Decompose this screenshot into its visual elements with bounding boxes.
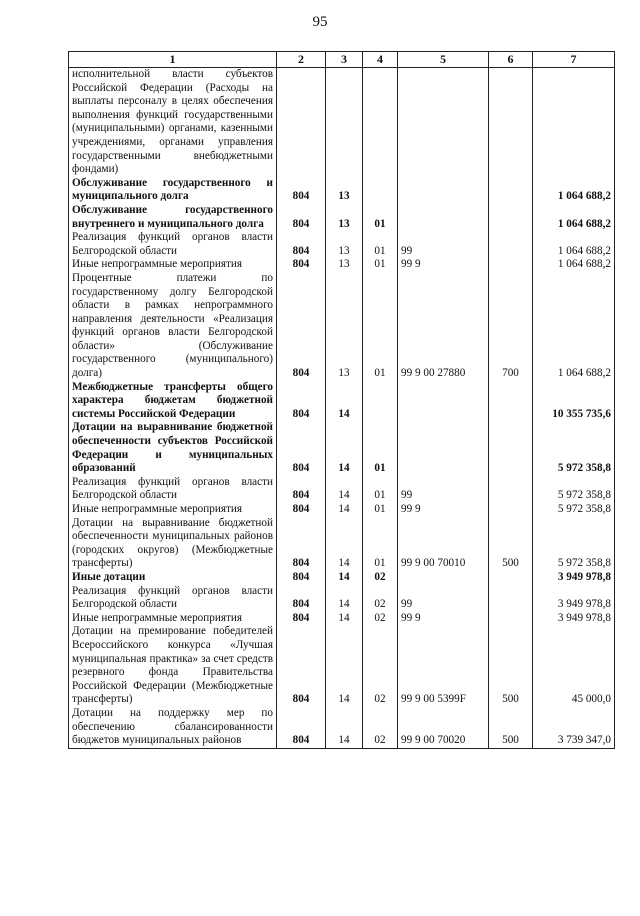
table-row bbox=[69, 503, 615, 517]
row-code-3: 14 bbox=[326, 517, 363, 571]
table-row bbox=[69, 421, 615, 475]
row-code-2: 804 bbox=[277, 585, 326, 612]
table-row bbox=[69, 177, 615, 204]
row-name: Иные непрограммные мероприятия bbox=[69, 503, 277, 517]
row-name: Межбюджетные трансферты общего характера бюджетам бюджетной системы Российской Федерации bbox=[69, 381, 277, 422]
row-code-3: 14 bbox=[326, 612, 363, 626]
row-code-6 bbox=[489, 585, 533, 612]
row-name: Дотации на премирование победителей Всероссийского конкурса «Лучшая муниципальная практика» за счет средств резервного фонда Правительства Российской Федерации (Межбюджетные трансферты) bbox=[69, 625, 277, 707]
row-name: Иные непрограммные мероприятия bbox=[69, 612, 277, 626]
header-col-7: 7 bbox=[533, 52, 615, 68]
row-amount: 10 355 735,6 bbox=[533, 381, 615, 422]
row-code-5 bbox=[398, 177, 489, 204]
row-code-2: 804 bbox=[277, 272, 326, 381]
header-col-3: 3 bbox=[326, 52, 363, 68]
row-code-2: 804 bbox=[277, 258, 326, 272]
row-name: Реализация функций органов власти Белгородской области bbox=[69, 585, 277, 612]
row-code-5: 99 9 00 70010 bbox=[398, 517, 489, 571]
table-row bbox=[69, 585, 615, 612]
table-row bbox=[69, 258, 615, 272]
row-code-2: 804 bbox=[277, 707, 326, 748]
row-code-5 bbox=[398, 571, 489, 585]
row-code-3: 13 bbox=[326, 272, 363, 381]
row-amount: 3 949 978,8 bbox=[533, 571, 615, 585]
page-number: 95 bbox=[312, 14, 328, 30]
row-name: Иные дотации bbox=[69, 571, 277, 585]
row-name: Обслуживание государственного внутреннего и муниципального долга bbox=[69, 204, 277, 231]
row-code-6 bbox=[489, 177, 533, 204]
row-amount: 5 972 358,8 bbox=[533, 476, 615, 503]
row-code-5 bbox=[398, 204, 489, 231]
table-row bbox=[69, 272, 615, 381]
table-row bbox=[69, 571, 615, 585]
table-row bbox=[69, 204, 615, 231]
row-code-5: 99 9 bbox=[398, 258, 489, 272]
row-code-4: 01 bbox=[363, 503, 398, 517]
row-amount: 1 064 688,2 bbox=[533, 177, 615, 204]
row-code-4 bbox=[363, 381, 398, 422]
row-code-6 bbox=[489, 612, 533, 626]
row-code-6 bbox=[489, 204, 533, 231]
row-code-3: 14 bbox=[326, 707, 363, 748]
row-code-5: 99 bbox=[398, 476, 489, 503]
row-code-5: 99 9 00 5399F bbox=[398, 625, 489, 707]
table-row bbox=[69, 517, 615, 571]
table-row bbox=[69, 707, 615, 748]
row-code-4: 02 bbox=[363, 707, 398, 748]
budget-table bbox=[68, 51, 615, 749]
row-code-3: 14 bbox=[326, 421, 363, 475]
row-code-2: 804 bbox=[277, 204, 326, 231]
row-code-5 bbox=[398, 68, 489, 177]
row-code-6 bbox=[489, 476, 533, 503]
header-col-6: 6 bbox=[489, 52, 533, 68]
row-amount: 3 949 978,8 bbox=[533, 585, 615, 612]
header-col-2: 2 bbox=[277, 52, 326, 68]
row-amount: 1 064 688,2 bbox=[533, 258, 615, 272]
row-code-2: 804 bbox=[277, 612, 326, 626]
row-name: Иные непрограммные мероприятия bbox=[69, 258, 277, 272]
row-code-4: 01 bbox=[363, 476, 398, 503]
row-name: Дотации на выравнивание бюджетной обеспеченности муниципальных районов (городских округов) (Межбюджетные трансферты) bbox=[69, 517, 277, 571]
row-amount: 3 739 347,0 bbox=[533, 707, 615, 748]
row-amount: 5 972 358,8 bbox=[533, 503, 615, 517]
row-code-5: 99 9 bbox=[398, 612, 489, 626]
row-code-4: 01 bbox=[363, 517, 398, 571]
row-code-2: 804 bbox=[277, 625, 326, 707]
row-code-4: 02 bbox=[363, 585, 398, 612]
row-code-5 bbox=[398, 381, 489, 422]
row-code-3: 14 bbox=[326, 585, 363, 612]
row-code-4: 02 bbox=[363, 612, 398, 626]
row-code-3: 13 bbox=[326, 177, 363, 204]
row-code-4: 01 bbox=[363, 231, 398, 258]
row-code-5: 99 bbox=[398, 231, 489, 258]
row-name: Дотации на поддержку мер по обеспечению сбалансированности бюджетов муниципальных районов bbox=[69, 707, 277, 748]
table-body bbox=[69, 68, 615, 749]
table-row bbox=[69, 625, 615, 707]
header-col-1: 1 bbox=[69, 52, 277, 68]
row-code-6 bbox=[489, 231, 533, 258]
row-amount: 1 064 688,2 bbox=[533, 231, 615, 258]
table-row bbox=[69, 68, 615, 177]
row-amount bbox=[533, 68, 615, 177]
row-code-5: 99 9 00 70020 bbox=[398, 707, 489, 748]
row-amount: 5 972 358,8 bbox=[533, 421, 615, 475]
row-name: Дотации на выравнивание бюджетной обеспеченности субъектов Российской Федерации и муниципальных образований bbox=[69, 421, 277, 475]
row-code-6 bbox=[489, 68, 533, 177]
row-code-4: 01 bbox=[363, 272, 398, 381]
row-amount: 3 949 978,8 bbox=[533, 612, 615, 626]
row-code-3: 13 bbox=[326, 204, 363, 231]
row-code-4: 01 bbox=[363, 258, 398, 272]
row-code-4 bbox=[363, 68, 398, 177]
row-code-6 bbox=[489, 258, 533, 272]
row-code-4: 01 bbox=[363, 204, 398, 231]
row-code-5: 99 9 bbox=[398, 503, 489, 517]
row-amount: 1 064 688,2 bbox=[533, 272, 615, 381]
row-name: Реализация функций органов власти Белгородской области bbox=[69, 476, 277, 503]
row-code-2: 804 bbox=[277, 476, 326, 503]
row-amount: 45 000,0 bbox=[533, 625, 615, 707]
table-row bbox=[69, 476, 615, 503]
row-name: Процентные платежи по государственному долгу Белгородской области в рамках непрограммного направления деятельности «Реализация функций органов власти Белгородской области» (Обслуживание государственного (муниципального) долга) bbox=[69, 272, 277, 381]
row-code-6: 700 bbox=[489, 272, 533, 381]
row-name: Обслуживание государственного и муниципального долга bbox=[69, 177, 277, 204]
row-code-3: 14 bbox=[326, 476, 363, 503]
row-code-3: 14 bbox=[326, 625, 363, 707]
row-code-3 bbox=[326, 68, 363, 177]
row-code-3: 14 bbox=[326, 571, 363, 585]
row-code-2: 804 bbox=[277, 503, 326, 517]
row-code-3: 14 bbox=[326, 503, 363, 517]
row-code-4: 01 bbox=[363, 421, 398, 475]
row-code-3: 13 bbox=[326, 231, 363, 258]
table-row bbox=[69, 231, 615, 258]
row-amount: 1 064 688,2 bbox=[533, 204, 615, 231]
row-code-2: 804 bbox=[277, 571, 326, 585]
row-code-2: 804 bbox=[277, 381, 326, 422]
row-code-4 bbox=[363, 177, 398, 204]
row-code-6: 500 bbox=[489, 625, 533, 707]
row-code-2: 804 bbox=[277, 517, 326, 571]
row-code-6: 500 bbox=[489, 707, 533, 748]
row-name: Реализация функций органов власти Белгородской области bbox=[69, 231, 277, 258]
row-amount: 5 972 358,8 bbox=[533, 517, 615, 571]
row-code-3: 14 bbox=[326, 381, 363, 422]
row-code-6 bbox=[489, 503, 533, 517]
row-name: исполнительной власти субъектов Российской Федерации (Расходы на выплаты персоналу в целях обеспечения выполнения функций государственными (муниципальными) органами, казенными учреждениями, органами управления государственными внебюджетными фондами) bbox=[69, 68, 277, 177]
row-code-4: 02 bbox=[363, 625, 398, 707]
header-col-5: 5 bbox=[398, 52, 489, 68]
row-code-2: 804 bbox=[277, 231, 326, 258]
table-row bbox=[69, 381, 615, 422]
row-code-2: 804 bbox=[277, 177, 326, 204]
row-code-6: 500 bbox=[489, 517, 533, 571]
row-code-5: 99 bbox=[398, 585, 489, 612]
table-row bbox=[69, 612, 615, 626]
row-code-3: 13 bbox=[326, 258, 363, 272]
row-code-5: 99 9 00 27880 bbox=[398, 272, 489, 381]
header-col-4: 4 bbox=[363, 52, 398, 68]
row-code-2: 804 bbox=[277, 421, 326, 475]
row-code-2 bbox=[277, 68, 326, 177]
row-code-5 bbox=[398, 421, 489, 475]
row-code-6 bbox=[489, 571, 533, 585]
row-code-6 bbox=[489, 421, 533, 475]
row-code-6 bbox=[489, 381, 533, 422]
row-code-4: 02 bbox=[363, 571, 398, 585]
table-header bbox=[69, 52, 615, 68]
